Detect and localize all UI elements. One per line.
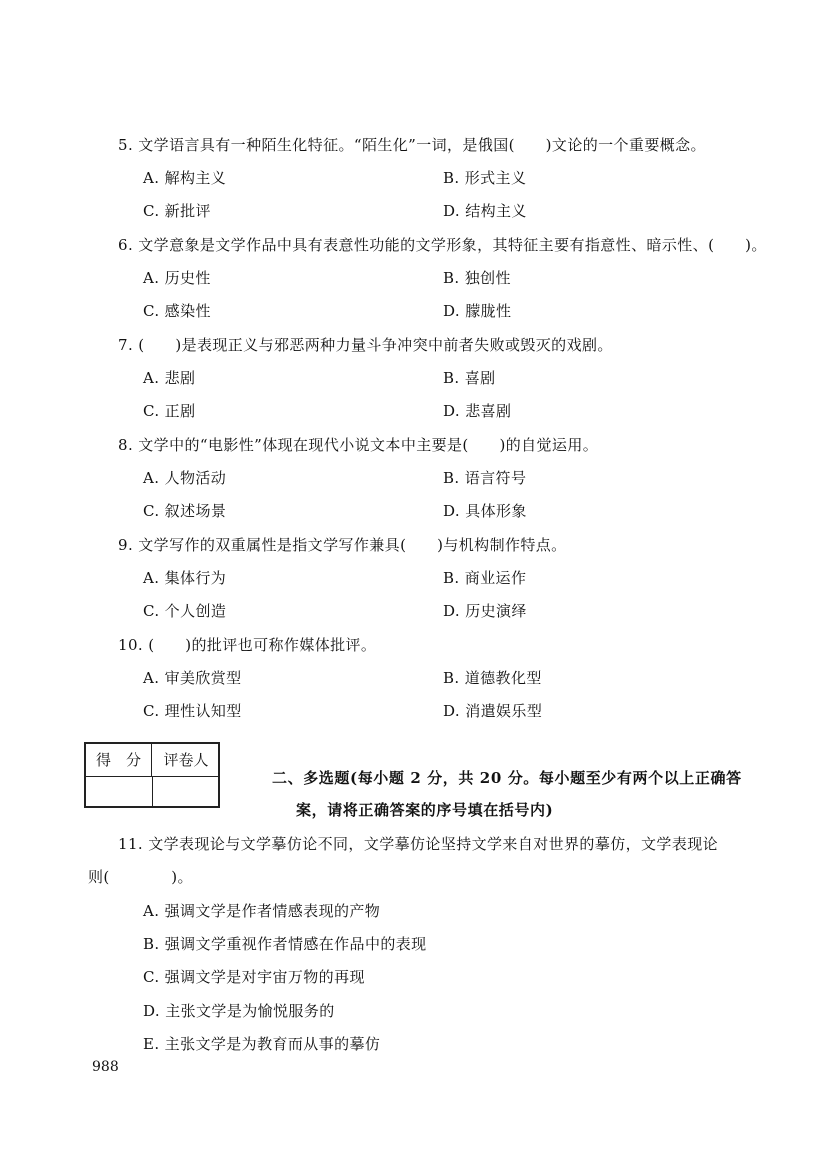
table-divider [152,776,153,806]
question-7-stem: 7. ( )是表现正义与邪恶两种力量斗争冲突中前者失败或毁灭的戏剧。 [118,336,613,354]
question-11-stem-line2: 则( )。 [88,868,193,886]
score-table [84,742,220,808]
score-header: 得 分 [86,744,152,776]
question-6-option-a: A. 历史性 [143,269,211,287]
question-5-option-d: D. 结构主义 [443,202,527,220]
question-10-option-a: A. 审美欣赏型 [143,669,242,687]
question-11-option-a: A. 强调文学是作者情感表现的产物 [143,902,381,920]
question-8-option-d: D. 具体形象 [443,502,527,520]
question-6-option-b: B. 独创性 [443,269,511,287]
section-2-title-line2: 案，请将正确答案的序号填在括号内) [296,801,554,819]
question-11-option-b: B. 强调文学重视作者情感在作品中的表现 [143,935,427,953]
question-9-option-b: B. 商业运作 [443,569,527,587]
question-11-stem-line1: 11. 文学表现论与文学摹仿论不同，文学摹仿论坚持文学来自对世界的摹仿，文学表现论 [118,835,719,853]
question-9-stem: 9. 文学写作的双重属性是指文学写作兼具( )与机构制作特点。 [118,536,567,554]
question-7-option-b: B. 喜剧 [443,369,496,387]
question-11-option-d: D. 主张文学是为愉悦服务的 [143,1002,335,1020]
question-8-option-a: A. 人物活动 [143,469,227,487]
question-10-option-b: B. 道德教化型 [443,669,542,687]
question-9-option-a: A. 集体行为 [143,569,227,587]
question-5-option-a: A. 解构主义 [143,169,227,187]
question-11-option-c: C. 强调文学是对宇宙万物的再现 [143,968,365,986]
question-10-option-d: D. 消遣娱乐型 [443,702,543,720]
question-8-stem: 8. 文学中的“电影性”体现在现代小说文本中主要是( )的自觉运用。 [118,436,599,454]
question-6-stem: 6. 文学意象是文学作品中具有表意性功能的文学形象，其特征主要有指意性、暗示性、( )。 [118,236,767,254]
question-5-stem: 5. 文学语言具有一种陌生化特征。“陌生化”一词，是俄国( )文论的一个重要概念。 [118,136,706,154]
section-2-title-line1: 二、多选题(每小题 2 分，共 20 分。每小题至少有两个以上正确答 [272,769,742,787]
question-10-option-c: C. 理性认知型 [143,702,242,720]
question-5-option-c: C. 新批评 [143,202,211,220]
page-number: 988 [92,1059,119,1075]
question-5-option-b: B. 形式主义 [443,169,527,187]
question-7-option-c: C. 正剧 [143,402,196,420]
question-8-option-b: B. 语言符号 [443,469,527,487]
grader-header: 评卷人 [163,751,209,769]
question-8-option-c: C. 叙述场景 [143,502,227,520]
question-7-option-a: A. 悲剧 [143,369,196,387]
question-7-option-d: D. 悲喜剧 [443,402,512,420]
question-10-stem: 10. ( )的批评也可称作媒体批评。 [118,636,377,654]
question-6-option-c: C. 感染性 [143,302,211,320]
question-9-option-d: D. 历史演绎 [443,602,527,620]
question-9-option-c: C. 个人创造 [143,602,227,620]
question-11-option-e: E. 主张文学是为教育而从事的摹仿 [143,1035,381,1053]
question-6-option-d: D. 朦胧性 [443,302,512,320]
